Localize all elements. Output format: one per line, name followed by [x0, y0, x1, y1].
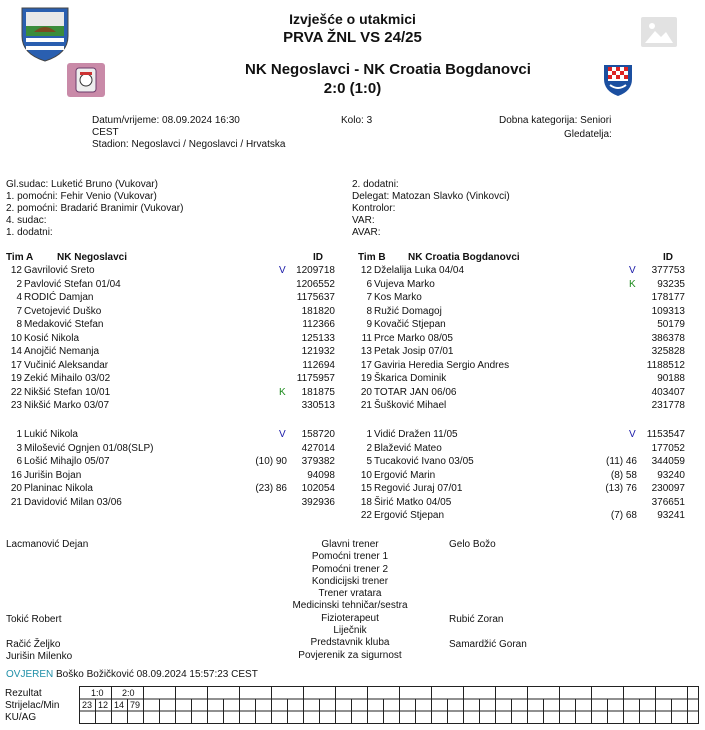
player-name: Širić Matko 04/05 — [374, 496, 452, 508]
official-fourth: 4. sudac: — [6, 215, 47, 226]
player-number: 18 — [360, 496, 372, 508]
player-number: 12 — [360, 265, 372, 276]
player-name: Anojčić Nemanja — [24, 346, 100, 357]
player-id: 377753 — [651, 265, 685, 276]
player-id: 121932 — [301, 346, 335, 357]
player-name: Kovačić Stjepan — [374, 319, 446, 330]
player-number: 8 — [366, 305, 372, 317]
player-name: Cvetojević Duško — [24, 305, 102, 317]
official-additional-2: 2. dodatni: — [352, 179, 399, 190]
official-assistant-1: 1. pomoćni: Fehir Venio (Vukovar) — [6, 191, 157, 202]
player-id: 181820 — [301, 305, 335, 317]
match-score: 2:0 (1:0) — [323, 80, 382, 97]
substitution-info: (10) 90 — [255, 456, 287, 467]
player-number: 14 — [10, 346, 22, 357]
age-category: Dobna kategorija: Seniori — [499, 115, 612, 126]
officials-left — [6, 179, 183, 239]
role-fitness-coach: Kondicijski trener — [311, 575, 389, 587]
player-name: Škarica Dominik — [374, 373, 447, 384]
role-assistant-coach-2: Pomoćni trener 2 — [311, 563, 389, 575]
player-name: Vučinić Aleksandar — [24, 359, 109, 371]
team-b-name: NK Croatia Bogdanovci — [408, 252, 520, 263]
player-name: Lošić Mihajlo 05/07 — [24, 456, 110, 467]
player-name: Blažević Mateo — [374, 442, 442, 454]
player-id: 158720 — [301, 429, 335, 440]
team-b-head-coach: Gelo Božo — [449, 539, 496, 550]
player-id: 386378 — [651, 332, 685, 344]
team-b-id-header: ID — [663, 252, 673, 263]
role-medical: Medicinski tehničar/sestra — [292, 600, 408, 612]
player-name: Gavrilović Sreto — [24, 265, 95, 276]
role-club-rep: Predstavnik kluba — [310, 637, 390, 649]
player-name: Ružić Domagoj — [374, 305, 442, 317]
scorer-1-minute: 12 — [98, 700, 109, 710]
goalkeeper-mark: V — [279, 265, 286, 276]
player-name: Šušković Mihael — [374, 400, 447, 411]
player-number: 10 — [360, 469, 372, 481]
team-a-label: Tim A — [6, 252, 34, 263]
captain-mark: K — [279, 386, 286, 398]
player-number: 15 — [360, 483, 372, 494]
player-name: Milošević Ognjen 01/08(SLP) — [24, 442, 154, 454]
player-id: 112366 — [302, 319, 335, 330]
substitution-info: (7) 68 — [610, 510, 637, 521]
substitution-info: (23) 86 — [255, 483, 287, 494]
goalkeeper-mark: V — [279, 429, 286, 440]
staff-roles — [250, 539, 450, 662]
player-number: 12 — [10, 265, 22, 276]
scorer-2: 14 — [114, 700, 125, 710]
goalkeeper-mark: V — [629, 265, 636, 276]
player-number: 7 — [16, 305, 22, 317]
match-round: Kolo: 3 — [341, 115, 373, 126]
player-number: 6 — [366, 278, 372, 290]
player-name: Zekić Mihailo 03/02 — [24, 373, 111, 384]
official-controller: Kontrolor: — [352, 203, 396, 214]
team-a-physio: Tokić Robert — [6, 614, 62, 625]
image-placeholder-icon — [641, 17, 677, 47]
role-doctor: Liječnik — [333, 625, 367, 637]
player-name: Medaković Stefan — [24, 319, 104, 330]
official-var: VAR: — [352, 215, 375, 226]
player-name: Vidić Dražen 11/05 — [374, 429, 458, 440]
player-number: 1 — [366, 429, 372, 440]
player-id: 93235 — [657, 278, 685, 290]
scorer-1: 23 — [82, 700, 93, 710]
player-number: 1 — [16, 429, 22, 440]
player-name: Lukić Nikola — [24, 429, 78, 440]
verified-text: Boško Božičković 08.09.2024 15:57:23 CEST — [56, 669, 258, 680]
player-number: 20 — [10, 483, 22, 494]
substitution-info: (11) 46 — [606, 456, 637, 467]
player-number: 6 — [16, 456, 22, 467]
player-id: 181875 — [301, 386, 335, 398]
team-a-security: Jurišin Milenko — [6, 651, 73, 662]
player-id: 1188512 — [646, 359, 685, 371]
player-id: 376651 — [651, 496, 685, 508]
label-result: Rezultat — [5, 688, 42, 699]
player-number: 19 — [360, 373, 372, 384]
report-title: Izvješće o utakmici — [289, 11, 416, 27]
player-number: 20 — [360, 386, 372, 398]
player-id: 230097 — [651, 483, 685, 494]
player-name: Ergović Stjepan — [374, 510, 445, 521]
player-id: 177052 — [651, 442, 685, 454]
official-main-referee: Gl.sudac: Luketić Bruno (Vukovar) — [6, 179, 158, 190]
player-id: 427014 — [301, 442, 335, 454]
result-score-1: 1:0 — [91, 688, 104, 698]
player-name: Pavlović Stefan 01/04 — [24, 278, 121, 290]
player-number: 17 — [10, 359, 22, 371]
match-stadium: Stadion: Negoslavci / Negoslavci / Hrvatska — [92, 139, 286, 150]
player-number: 2 — [366, 442, 372, 454]
player-name: Planinac Nikola — [24, 483, 93, 494]
player-name: RODIĆ Damjan — [24, 292, 94, 303]
result-score-2: 2:0 — [122, 688, 135, 698]
player-id: 94098 — [307, 469, 335, 481]
team-b-label: Tim B — [358, 252, 386, 263]
role-physio: Fizioterapeut — [321, 612, 379, 624]
team-a-name: NK Negoslavci — [57, 252, 128, 263]
player-name: Nikšić Stefan 10/01 — [24, 386, 111, 398]
label-ku-ag: KU/AG — [5, 712, 37, 723]
official-additional-1: 1. dodatni: — [6, 227, 53, 238]
player-id: 50179 — [657, 319, 685, 330]
player-id: 102054 — [301, 483, 335, 494]
result-row-labels — [5, 688, 59, 724]
official-delegate: Delegat: Matozan Slavko (Vinkovci) — [352, 191, 510, 202]
officials-right — [352, 179, 510, 239]
team-a-club-rep: Račić Željko — [6, 639, 61, 650]
player-id: 1153547 — [646, 429, 685, 440]
player-id: 93240 — [657, 469, 685, 481]
player-number: 10 — [10, 332, 22, 344]
role-assistant-coach-1: Pomoćni trener 1 — [311, 551, 389, 563]
player-number: 21 — [10, 496, 22, 508]
player-number: 23 — [10, 400, 22, 411]
team-b-physio: Rubić Zoran — [449, 614, 504, 625]
official-assistant-2: 2. pomoćni: Bradarić Branimir (Vukovar) — [6, 203, 184, 214]
player-name: Jurišin Bojan — [24, 469, 82, 481]
team-a-head-coach: Lacmanović Dejan — [6, 539, 89, 550]
player-name: Tucaković Ivano 03/05 — [374, 456, 474, 467]
substitution-info: (13) 76 — [605, 483, 637, 494]
player-number: 8 — [16, 319, 22, 330]
result-grid — [79, 686, 699, 724]
goalkeeper-mark: V — [629, 429, 636, 440]
player-id: 109313 — [651, 305, 685, 317]
player-id: 379382 — [301, 456, 335, 467]
player-number: 13 — [360, 346, 372, 357]
player-name: Regović Juraj 07/01 — [374, 483, 463, 494]
player-number: 2 — [16, 278, 22, 290]
player-name: Kosić Nikola — [24, 332, 80, 344]
player-name: Davidović Milan 03/06 — [24, 496, 122, 508]
player-number: 4 — [16, 292, 22, 303]
player-number: 21 — [360, 400, 372, 411]
match-datetime: Datum/vrijeme: 08.09.2024 16:30 — [92, 115, 240, 126]
verified-line — [6, 669, 258, 680]
player-number: 22 — [360, 510, 372, 521]
player-number: 17 — [360, 359, 372, 371]
scorer-2-minute: 79 — [130, 700, 141, 710]
match-timezone: CEST — [92, 127, 119, 138]
player-number: 5 — [366, 456, 372, 467]
player-number: 16 — [10, 469, 22, 481]
official-avar: AVAR: — [352, 227, 381, 238]
player-number: 7 — [366, 292, 372, 303]
player-id: 392936 — [301, 496, 335, 508]
club-crest-away — [602, 61, 634, 97]
player-number: 22 — [10, 386, 22, 398]
player-name: Gaviria Heredia Sergio Andres — [374, 359, 510, 371]
player-number: 9 — [366, 319, 372, 330]
role-security: Povjerenik za sigurnost — [298, 649, 402, 661]
player-name: Ergović Marin — [374, 469, 436, 481]
role-goalkeeper-coach: Trener vratara — [318, 588, 382, 600]
player-id: 1175957 — [296, 373, 335, 384]
player-id: 325828 — [651, 346, 685, 357]
player-name: TOTAR JAN 06/06 — [374, 386, 457, 398]
role-head-coach: Glavni trener — [321, 539, 379, 550]
player-number: 3 — [16, 442, 22, 454]
player-id: 403407 — [651, 386, 685, 398]
player-id: 93241 — [657, 510, 685, 521]
competition-title: PRVA ŽNL VS 24/25 — [283, 29, 422, 46]
player-id: 1209718 — [296, 265, 335, 276]
player-id: 90188 — [657, 373, 685, 384]
player-number: 19 — [10, 373, 22, 384]
player-name: Prce Marko 08/05 — [374, 332, 453, 344]
team-b-club-rep: Samardžić Goran — [449, 639, 527, 650]
verified-label: OVJEREN — [6, 669, 54, 680]
player-name: Vujeva Marko — [374, 278, 435, 290]
team-a-id-header: ID — [313, 252, 323, 263]
player-id: 1175637 — [296, 292, 335, 303]
player-number: 11 — [361, 332, 372, 344]
substitution-info: (8) 58 — [610, 469, 637, 481]
player-id: 330513 — [301, 400, 335, 411]
player-id: 125133 — [301, 332, 335, 344]
player-name: Nikšić Marko 03/07 — [24, 400, 110, 411]
player-id: 1206552 — [296, 278, 335, 290]
player-id: 178177 — [651, 292, 685, 303]
label-scorer: Strijelac/Min — [5, 700, 60, 711]
player-name: Kos Marko — [374, 292, 422, 303]
captain-mark: K — [629, 278, 636, 290]
spectators: Gledatelja: — [564, 129, 612, 140]
player-id: 231778 — [651, 400, 685, 411]
match-title: NK Negoslavci - NK Croatia Bogdanovci — [245, 61, 531, 78]
player-id: 112694 — [302, 359, 335, 371]
player-id: 344059 — [651, 456, 685, 467]
player-name: Dželalija Luka 04/04 — [374, 265, 465, 276]
player-name: Petak Josip 07/01 — [374, 346, 454, 357]
